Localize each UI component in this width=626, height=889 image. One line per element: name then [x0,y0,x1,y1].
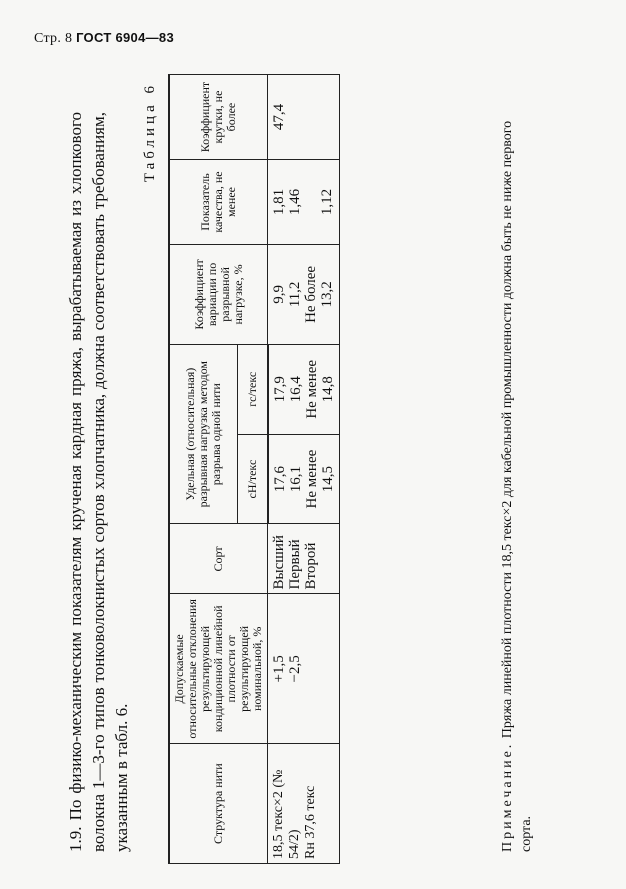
col-tenacity: Удельная (относительная) разрывная нагрузка методом разрыва одной нити [169,344,237,524]
rotated-content [50,70,590,870]
cell-twist: 47,4 [268,75,340,160]
table-row [268,75,340,864]
note-text: Пряжа линейной плотности 18,5 текс×2 для кабельной промышленности должна быть не ниже первого сорта. [500,120,534,852]
page-header [34,30,174,47]
col-tenacity-gs: гс/текс [237,344,267,434]
col-quality: Показатель качества, не менее [169,160,268,245]
cell-tenacity-gs: 17,9 16,4 Не менее 14,8 [268,344,340,434]
cell-tenacity-cn: 17,6 16,1 Не менее 14,5 [268,434,340,524]
intro-paragraph: 1.9. По физико-механическим показателям крученая кардная пряжа, вырабатываемая из хлопкового волокна 1—3-го типов тонковолокнистых сортов хлопчатника, должна соответствовать требованиям, указанным в табл. 6. [66,112,131,852]
note-label: Примечание. [500,741,515,852]
col-variation: Коэффициент вариации по разрывной нагрузке, % [169,244,268,344]
table-caption: Таблица 6 [142,82,158,183]
properties-table [168,74,340,864]
page-number: Стр. 8 [34,31,73,46]
cell-grade: Высший Первый Второй [268,524,340,594]
cell-quality: 1,81 1,46 1,12 [268,160,340,245]
standard-code: ГОСТ 6904—83 [76,30,174,45]
col-grade: Сорт [169,524,268,594]
cell-variation: 9,9 11,2 Не более 13,2 [268,244,340,344]
cell-deviation: +1,5 −2,5 [268,594,340,744]
col-structure: Структура нити [169,744,268,864]
table-note [498,112,536,852]
cell-structure: 18,5 текс×2 (№ 54/2) Rн 37,6 текс [268,744,340,864]
col-deviation: Допускаемые относительные отклонения результирующей кондиционной линейной плотности от результирующей номинальной, % [169,594,268,744]
col-tenacity-cn: сН/текс [237,434,267,524]
header-row [169,75,237,864]
col-twist: Коэффициент крутки, не более [169,75,268,160]
